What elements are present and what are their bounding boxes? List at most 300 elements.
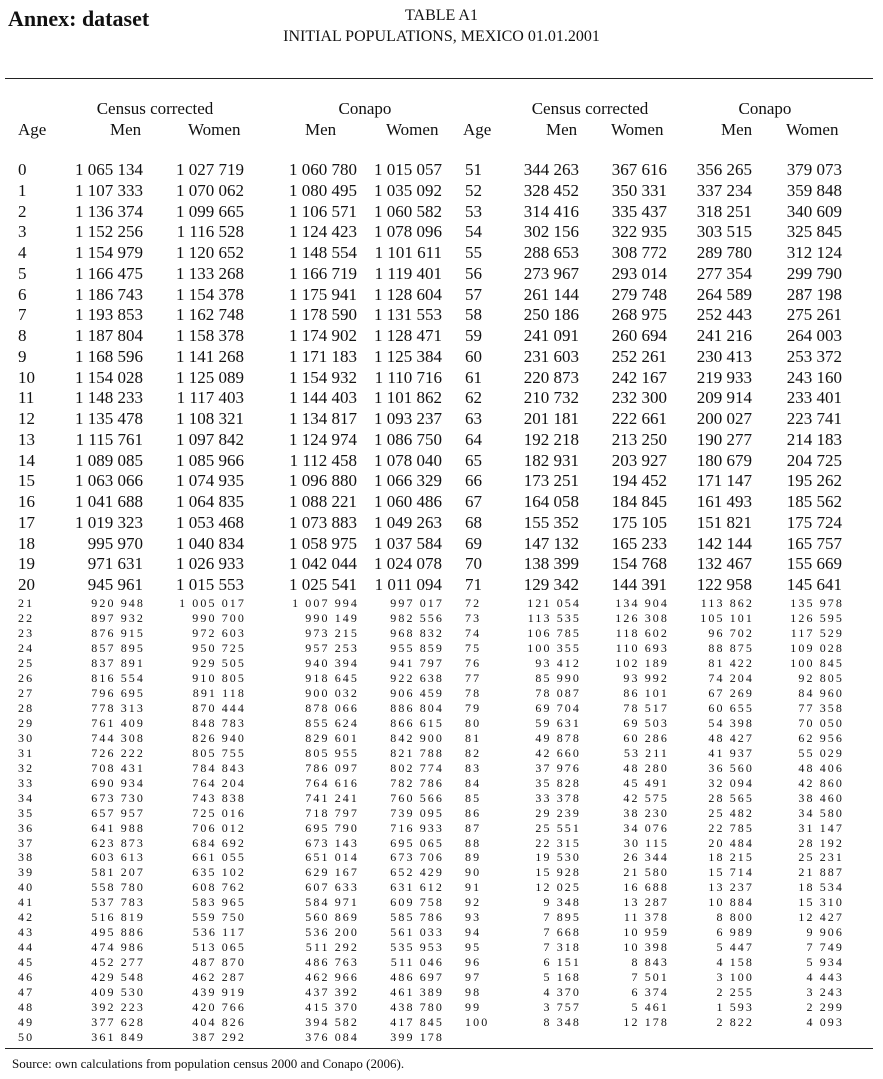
- conapo-men-cell: 219 933: [696, 367, 752, 387]
- census-women-cell: 805 755: [192, 745, 246, 760]
- conapo-men-cell: 1 088 221: [289, 492, 357, 511]
- census-women-cell: 184 845: [611, 492, 667, 511]
- conapo-men-cell: 536 200: [305, 925, 359, 940]
- conapo-women-cell: 1 078 096: [374, 222, 442, 242]
- conapo-women-cell: 652 429: [390, 865, 444, 880]
- age-cell: 66: [465, 471, 482, 491]
- age-cell: 69: [465, 533, 482, 553]
- age-cell: 37: [18, 835, 35, 850]
- age-cell: 47: [18, 985, 35, 1000]
- conapo-women-cell: 842 900: [390, 730, 444, 745]
- conapo-women-cell: 18 534: [798, 880, 844, 895]
- census-men-cell: 429 548: [91, 970, 145, 985]
- census-women-cell: 12 178: [623, 1015, 669, 1030]
- conapo-women-cell: 195 262: [786, 471, 842, 491]
- census-women-cell: 78 517: [623, 700, 669, 715]
- census-men-cell: 328 452: [523, 180, 579, 200]
- census-men-cell: 537 783: [91, 895, 145, 910]
- census-women-cell: 404 826: [192, 1015, 246, 1030]
- conapo-men-cell: 584 971: [305, 895, 359, 910]
- census-women-cell: 175 105: [611, 512, 667, 532]
- age-cell: 8: [18, 326, 27, 345]
- conapo-women-cell: 1 049 263: [374, 512, 442, 532]
- census-men-cell: 623 873: [91, 835, 145, 850]
- census-men-cell: 241 091: [523, 326, 579, 345]
- conapo-men-cell: 20 484: [708, 835, 754, 850]
- age-cell: 32: [18, 760, 35, 775]
- conapo-women-cell: 28 192: [798, 835, 844, 850]
- census-women-cell: 1 064 835: [176, 492, 244, 511]
- census-men-cell: 250 186: [523, 305, 579, 325]
- census-men-cell: 7 895: [543, 910, 581, 925]
- census-men-cell: 29 239: [535, 805, 581, 820]
- conapo-men-cell: 1 171 183: [289, 346, 357, 366]
- census-women-cell: 134 904: [615, 596, 669, 610]
- conapo-women-cell: 1 035 092: [374, 180, 442, 200]
- census-men-cell: 3 757: [543, 1000, 581, 1015]
- conapo-men-cell: 5 447: [716, 940, 754, 955]
- census-women-cell: 260 694: [611, 326, 667, 345]
- conapo-men-cell: 25 482: [708, 805, 754, 820]
- census-men-cell: 6 151: [543, 955, 581, 970]
- conapo-women-cell: 1 119 401: [374, 263, 442, 283]
- age-cell: 9: [18, 346, 27, 366]
- age-cell: 45: [18, 955, 35, 970]
- census-men-cell: 113 535: [527, 610, 581, 625]
- conapo-women-cell: 4 093: [806, 1015, 844, 1030]
- conapo-women-cell: 417 845: [390, 1015, 444, 1030]
- conapo-men-cell: 1 073 883: [289, 512, 357, 532]
- conapo-women-cell: 1 024 078: [374, 554, 442, 574]
- age-cell: 27: [18, 685, 35, 700]
- conapo-men-cell: 1 134 817: [289, 409, 357, 428]
- conapo-women-cell: 243 160: [786, 367, 842, 387]
- conapo-men-cell: 918 645: [305, 670, 359, 685]
- census-women-cell: 144 391: [611, 575, 667, 594]
- census-women-cell: 1 097 842: [176, 429, 244, 449]
- conapo-men-cell: 132 467: [696, 554, 752, 574]
- conapo-men-cell: 1 124 974: [289, 429, 357, 449]
- census-women-cell: 1 117 403: [176, 388, 244, 408]
- census-women-cell: 322 935: [611, 222, 667, 242]
- column-header-age-right: Age: [463, 120, 492, 139]
- census-women-cell: 30 115: [623, 835, 669, 850]
- census-women-cell: 684 692: [192, 835, 246, 850]
- conapo-men-cell: 289 780: [696, 243, 752, 262]
- census-women-cell: 38 230: [623, 805, 669, 820]
- age-cell: 73: [465, 610, 482, 625]
- census-women-cell: 462 287: [192, 970, 246, 985]
- census-women-cell: 1 133 268: [176, 263, 244, 283]
- conapo-men-cell: 41 937: [708, 745, 754, 760]
- census-women-cell: 69 503: [623, 715, 669, 730]
- census-men-cell: 344 263: [523, 160, 579, 179]
- conapo-men-cell: 303 515: [696, 222, 752, 242]
- conapo-men-cell: 105 101: [700, 610, 754, 625]
- census-women-cell: 1 074 935: [176, 471, 244, 491]
- age-cell: 88: [465, 835, 482, 850]
- conapo-men-cell: 10 884: [708, 895, 754, 910]
- conapo-men-cell: 940 394: [305, 655, 359, 670]
- conapo-women-cell: 15 310: [798, 895, 844, 910]
- census-men-cell: 744 308: [91, 730, 145, 745]
- conapo-men-cell: 161 493: [696, 492, 752, 511]
- conapo-men-cell: 629 167: [305, 865, 359, 880]
- age-cell: 20: [18, 575, 35, 594]
- column-header-women-conapo-right: Women: [786, 120, 839, 139]
- census-men-cell: 603 613: [91, 850, 145, 865]
- conapo-men-cell: 337 234: [696, 180, 752, 200]
- census-men-cell: 1 154 979: [75, 243, 143, 262]
- census-women-cell: 661 055: [192, 850, 246, 865]
- age-cell: 55: [465, 243, 482, 262]
- conapo-men-cell: 209 914: [696, 388, 752, 408]
- census-men-cell: 85 990: [535, 670, 581, 685]
- age-cell: 34: [18, 790, 35, 805]
- age-cell: 4: [18, 243, 27, 262]
- census-men-cell: 49 878: [535, 730, 581, 745]
- census-men-cell: 558 780: [91, 880, 145, 895]
- census-women-cell: 1 027 719: [176, 160, 244, 179]
- census-women-cell: 1 040 834: [176, 533, 244, 553]
- conapo-men-cell: 96 702: [708, 625, 754, 640]
- census-women-cell: 487 870: [192, 955, 246, 970]
- age-cell: 2: [18, 201, 27, 221]
- conapo-women-cell: 287 198: [786, 284, 842, 304]
- conapo-women-cell: 55 029: [798, 745, 844, 760]
- conapo-men-cell: 1 148 554: [289, 243, 357, 262]
- conapo-women-cell: 1 011 094: [374, 575, 442, 594]
- conapo-men-cell: 22 785: [708, 820, 754, 835]
- census-women-cell: 242 167: [611, 367, 667, 387]
- census-men-cell: 409 530: [91, 985, 145, 1000]
- census-men-cell: 210 732: [523, 388, 579, 408]
- conapo-men-cell: 973 215: [305, 625, 359, 640]
- census-men-cell: 69 704: [535, 700, 581, 715]
- conapo-women-cell: 461 389: [390, 985, 444, 1000]
- census-women-cell: 10 398: [623, 940, 669, 955]
- census-women-cell: 1 141 268: [176, 346, 244, 366]
- age-cell: 72: [465, 596, 482, 610]
- column-header-men-conapo-right: Men: [721, 120, 753, 139]
- census-women-cell: 16 688: [623, 880, 669, 895]
- census-men-cell: 897 932: [91, 610, 145, 625]
- conapo-women-cell: 84 960: [798, 685, 844, 700]
- conapo-men-cell: 318 251: [696, 201, 752, 221]
- conapo-women-cell: 1 066 329: [374, 471, 442, 491]
- age-cell: 62: [465, 388, 482, 408]
- census-men-cell: 1 019 323: [75, 512, 143, 532]
- age-cell: 77: [465, 670, 482, 685]
- conapo-women-cell: 982 556: [390, 610, 444, 625]
- column-header-men-conapo-left: Men: [305, 120, 337, 139]
- census-men-cell: 314 416: [523, 201, 579, 221]
- age-cell: 67: [465, 492, 482, 511]
- census-men-cell: 708 431: [91, 760, 145, 775]
- table-number: TABLE A1: [405, 7, 478, 24]
- conapo-men-cell: 241 216: [696, 326, 752, 345]
- source-note: Source: own calculations from population census 2000 and Conapo (2006).: [12, 1056, 405, 1071]
- age-cell: 33: [18, 775, 35, 790]
- conapo-men-cell: 48 427: [708, 730, 754, 745]
- census-women-cell: 1 154 378: [176, 284, 244, 304]
- conapo-men-cell: 486 763: [305, 955, 359, 970]
- conapo-men-cell: 560 869: [305, 910, 359, 925]
- conapo-women-cell: 1 101 611: [374, 243, 442, 262]
- age-cell: 100: [465, 1015, 490, 1030]
- age-cell: 87: [465, 820, 482, 835]
- census-men-cell: 495 886: [91, 925, 145, 940]
- conapo-women-cell: 275 261: [786, 305, 842, 325]
- conapo-women-cell: 145 641: [786, 575, 842, 594]
- conapo-women-cell: 31 147: [798, 820, 844, 835]
- age-cell: 68: [465, 512, 482, 532]
- conapo-women-cell: 821 788: [390, 745, 444, 760]
- age-cell: 7: [18, 305, 27, 325]
- conapo-women-cell: 359 848: [786, 180, 842, 200]
- age-cell: 36: [18, 820, 35, 835]
- group-header-census-left: Census corrected: [96, 99, 214, 118]
- age-cell: 40: [18, 880, 35, 895]
- age-cell: 59: [465, 326, 482, 345]
- age-cell: 92: [465, 895, 482, 910]
- census-men-cell: 1 152 256: [75, 222, 143, 242]
- conapo-women-cell: 34 580: [798, 805, 844, 820]
- conapo-men-cell: 1 178 590: [289, 305, 357, 325]
- census-women-cell: 126 308: [615, 610, 669, 625]
- census-men-cell: 377 628: [91, 1015, 145, 1030]
- census-men-cell: 302 156: [523, 222, 579, 242]
- census-women-cell: 743 838: [192, 790, 246, 805]
- age-cell: 74: [465, 625, 482, 640]
- census-women-cell: 213 250: [611, 429, 667, 449]
- census-men-cell: 201 181: [523, 409, 579, 428]
- age-cell: 5: [18, 263, 27, 283]
- conapo-women-cell: 5 934: [806, 955, 844, 970]
- conapo-men-cell: 142 144: [696, 533, 752, 553]
- age-cell: 31: [18, 745, 35, 760]
- census-men-cell: 35 828: [535, 775, 581, 790]
- conapo-women-cell: 70 050: [798, 715, 844, 730]
- conapo-women-cell: 1 078 040: [374, 450, 442, 470]
- conapo-men-cell: 695 790: [305, 820, 359, 835]
- census-men-cell: 876 915: [91, 625, 145, 640]
- column-header-women-conapo-left: Women: [386, 120, 439, 139]
- census-women-cell: 725 016: [192, 805, 246, 820]
- census-women-cell: 86 101: [623, 685, 669, 700]
- census-women-cell: 26 344: [623, 850, 669, 865]
- age-cell: 26: [18, 670, 35, 685]
- census-men-cell: 220 873: [523, 367, 579, 387]
- census-men-cell: 1 166 475: [75, 263, 143, 283]
- conapo-women-cell: 7 749: [806, 940, 844, 955]
- column-header-age-left: Age: [18, 120, 47, 139]
- age-cell: 42: [18, 910, 35, 925]
- census-men-cell: 1 107 333: [75, 180, 143, 200]
- conapo-men-cell: 1 060 780: [289, 160, 357, 179]
- age-cell: 57: [465, 284, 482, 304]
- conapo-women-cell: 906 459: [390, 685, 444, 700]
- conapo-women-cell: 223 741: [786, 409, 842, 428]
- conapo-men-cell: 878 066: [305, 700, 359, 715]
- census-women-cell: 870 444: [192, 700, 246, 715]
- census-men-cell: 164 058: [523, 492, 579, 511]
- conapo-women-cell: 673 706: [390, 850, 444, 865]
- conapo-men-cell: 1 007 994: [292, 596, 359, 610]
- census-men-cell: 1 065 134: [75, 160, 143, 179]
- conapo-men-cell: 356 265: [696, 160, 752, 179]
- census-women-cell: 513 065: [192, 940, 246, 955]
- census-men-cell: 7 668: [543, 925, 581, 940]
- column-header-women-census-right: Women: [611, 120, 664, 139]
- age-cell: 39: [18, 865, 35, 880]
- conapo-men-cell: 673 143: [305, 835, 359, 850]
- conapo-men-cell: 54 398: [708, 715, 754, 730]
- census-women-cell: 268 975: [611, 305, 667, 325]
- census-men-cell: 778 313: [91, 700, 145, 715]
- census-men-cell: 8 348: [543, 1015, 581, 1030]
- conapo-men-cell: 3 100: [716, 970, 754, 985]
- conapo-men-cell: 151 821: [696, 512, 752, 532]
- conapo-women-cell: 312 124: [786, 243, 842, 262]
- census-men-cell: 192 218: [523, 429, 579, 449]
- conapo-women-cell: 486 697: [390, 970, 444, 985]
- census-men-cell: 22 315: [535, 835, 581, 850]
- census-men-cell: 129 342: [523, 575, 579, 594]
- conapo-women-cell: 1 093 237: [374, 409, 442, 428]
- census-men-cell: 173 251: [523, 471, 579, 491]
- conapo-men-cell: 607 633: [305, 880, 359, 895]
- census-women-cell: 110 693: [615, 640, 669, 655]
- conapo-women-cell: 214 183: [786, 429, 842, 449]
- age-cell: 61: [465, 367, 482, 387]
- census-men-cell: 361 849: [91, 1030, 145, 1045]
- census-women-cell: 279 748: [611, 284, 667, 304]
- age-cell: 19: [18, 554, 35, 574]
- age-cell: 25: [18, 655, 35, 670]
- conapo-men-cell: 805 955: [305, 745, 359, 760]
- census-men-cell: 5 168: [543, 970, 581, 985]
- age-cell: 18: [18, 533, 35, 553]
- conapo-women-cell: 117 529: [790, 625, 844, 640]
- age-cell: 1: [18, 180, 27, 200]
- census-women-cell: 10 959: [623, 925, 669, 940]
- age-cell: 13: [18, 429, 35, 449]
- age-cell: 17: [18, 512, 35, 532]
- census-women-cell: 635 102: [192, 865, 246, 880]
- census-women-cell: 1 162 748: [176, 305, 244, 325]
- age-cell: 46: [18, 970, 35, 985]
- census-women-cell: 559 750: [192, 910, 246, 925]
- census-men-cell: 138 399: [523, 554, 579, 574]
- conapo-men-cell: 415 370: [305, 1000, 359, 1015]
- age-cell: 38: [18, 850, 35, 865]
- bottom-rule: [5, 1048, 873, 1049]
- census-women-cell: 165 233: [611, 533, 667, 553]
- conapo-women-cell: 695 065: [390, 835, 444, 850]
- census-men-cell: 1 089 085: [75, 450, 143, 470]
- census-men-cell: 121 054: [527, 596, 581, 610]
- census-women-cell: 42 575: [623, 790, 669, 805]
- conapo-women-cell: 1 131 553: [374, 305, 442, 325]
- conapo-men-cell: 829 601: [305, 730, 359, 745]
- conapo-men-cell: 180 679: [696, 450, 752, 470]
- census-women-cell: 194 452: [611, 471, 667, 491]
- age-cell: 58: [465, 305, 482, 325]
- conapo-women-cell: 109 028: [790, 640, 844, 655]
- conapo-men-cell: 28 565: [708, 790, 754, 805]
- census-women-cell: 203 927: [611, 450, 667, 470]
- census-women-cell: 764 204: [192, 775, 246, 790]
- conapo-men-cell: 74 204: [708, 670, 754, 685]
- census-men-cell: 9 348: [543, 895, 581, 910]
- conapo-women-cell: 716 933: [390, 820, 444, 835]
- conapo-women-cell: 233 401: [786, 388, 842, 408]
- census-men-cell: 261 144: [523, 284, 579, 304]
- census-women-cell: 252 261: [611, 346, 667, 366]
- census-men-cell: 147 132: [523, 533, 579, 553]
- census-men-cell: 273 967: [523, 263, 579, 283]
- conapo-men-cell: 67 269: [708, 685, 754, 700]
- conapo-men-cell: 1 175 941: [289, 284, 357, 304]
- age-cell: 94: [465, 925, 482, 940]
- group-header-conapo-left: Conapo: [338, 99, 392, 118]
- age-cell: 70: [465, 554, 482, 574]
- age-cell: 81: [465, 730, 482, 745]
- census-men-cell: 1 063 066: [75, 471, 143, 491]
- conapo-men-cell: 1 096 880: [289, 471, 357, 491]
- age-cell: 64: [465, 429, 482, 449]
- conapo-women-cell: 62 956: [798, 730, 844, 745]
- census-women-cell: 1 116 528: [176, 222, 244, 242]
- conapo-men-cell: 190 277: [696, 429, 752, 449]
- conapo-women-cell: 155 669: [786, 554, 842, 574]
- census-women-cell: 972 603: [192, 625, 246, 640]
- census-men-cell: 37 976: [535, 760, 581, 775]
- conapo-men-cell: 6 989: [716, 925, 754, 940]
- census-women-cell: 990 700: [192, 610, 246, 625]
- conapo-women-cell: 438 780: [390, 1000, 444, 1015]
- census-men-cell: 12 025: [535, 880, 581, 895]
- conapo-women-cell: 739 095: [390, 805, 444, 820]
- age-cell: 16: [18, 492, 35, 511]
- census-men-cell: 796 695: [91, 685, 145, 700]
- age-cell: 48: [18, 1000, 35, 1015]
- conapo-men-cell: 462 966: [305, 970, 359, 985]
- census-women-cell: 1 026 933: [176, 554, 244, 574]
- conapo-women-cell: 399 178: [390, 1030, 444, 1045]
- conapo-men-cell: 957 253: [305, 640, 359, 655]
- conapo-women-cell: 4 443: [806, 970, 844, 985]
- census-men-cell: 971 631: [87, 554, 143, 574]
- age-cell: 95: [465, 940, 482, 955]
- census-women-cell: 308 772: [611, 243, 667, 262]
- census-women-cell: 1 158 378: [176, 326, 244, 345]
- age-cell: 24: [18, 640, 35, 655]
- census-men-cell: 155 352: [523, 512, 579, 532]
- conapo-men-cell: 18 215: [708, 850, 754, 865]
- census-women-cell: 536 117: [192, 925, 246, 940]
- census-men-cell: 726 222: [91, 745, 145, 760]
- census-men-cell: 837 891: [91, 655, 145, 670]
- conapo-men-cell: 4 158: [716, 955, 754, 970]
- conapo-men-cell: 651 014: [305, 850, 359, 865]
- conapo-men-cell: 252 443: [696, 305, 752, 325]
- age-cell: 41: [18, 895, 35, 910]
- census-women-cell: 118 602: [615, 625, 669, 640]
- census-men-cell: 516 819: [91, 910, 145, 925]
- conapo-men-cell: 1 174 902: [289, 326, 357, 345]
